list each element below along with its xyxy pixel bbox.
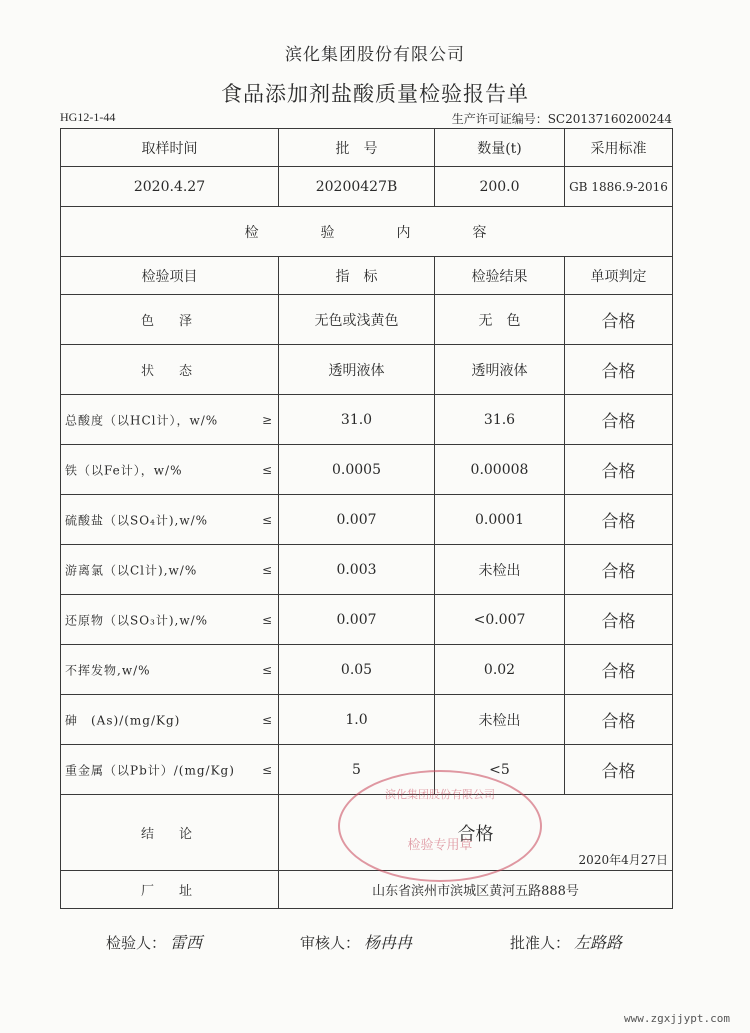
item-name: 色 泽 <box>61 295 279 345</box>
spec-value: 透明液体 <box>279 345 435 395</box>
section-title-row <box>61 207 673 257</box>
verdict-value: 合格 <box>565 495 673 545</box>
verdict-value: 合格 <box>565 695 673 745</box>
item-name: 还原物（以SO₃计),w/% <box>65 613 209 627</box>
result-value: <5 <box>435 745 565 795</box>
table-row <box>61 695 673 745</box>
seal-subtext: 检验专用章 <box>407 838 473 853</box>
section-char: 内 <box>396 224 413 241</box>
table-row <box>61 545 673 595</box>
section-char: 容 <box>472 224 489 241</box>
section-title <box>61 207 673 257</box>
item-name: 游离氯（以Cl计),w/% <box>65 563 198 577</box>
table-row <box>61 595 673 645</box>
approver-handwriting: 左路路 <box>574 933 623 952</box>
item-cell <box>61 495 279 545</box>
spec-value: 0.05 <box>279 645 435 695</box>
item-cell <box>61 445 279 495</box>
reviewer-signature <box>300 930 412 953</box>
item-operator: ≤ <box>261 462 272 477</box>
verdict-value: 合格 <box>565 295 673 345</box>
item-cell <box>61 395 279 445</box>
spec-value: 0.003 <box>279 545 435 595</box>
report-table <box>60 128 673 909</box>
reviewer-handwriting: 杨冉冉 <box>364 933 413 952</box>
table-row <box>61 445 673 495</box>
report-date: 2020年4月27日 <box>578 853 668 867</box>
table-row <box>61 745 673 795</box>
seal-text: 滨化集团股份有限公司 <box>385 788 495 801</box>
item-cell <box>61 745 279 795</box>
approver-label: 批准人： <box>510 934 571 952</box>
spec-value: 无色或浅黄色 <box>279 295 435 345</box>
site-watermark: www.zgxjjypt.com <box>624 1012 730 1025</box>
item-operator: ≥ <box>261 412 272 427</box>
spec-value: 31.0 <box>279 395 435 445</box>
report-title: 食品添加剂盐酸质量检验报告单 <box>221 82 529 106</box>
info-value-cell: 200.0 <box>435 167 565 207</box>
factory-row <box>61 871 673 909</box>
item-operator: ≤ <box>261 612 272 627</box>
info-value-cell: 2020.4.27 <box>61 167 279 207</box>
verdict-value: 合格 <box>565 445 673 495</box>
result-value: 0.0001 <box>435 495 565 545</box>
item-name: 状 态 <box>61 345 279 395</box>
table-row <box>61 395 673 445</box>
info-header-cell: 数量(t) <box>435 129 565 167</box>
item-name: 总酸度（以HCl计），w/% <box>65 413 219 427</box>
conclusion-cell <box>279 795 673 871</box>
table-row <box>61 295 673 345</box>
column-header: 单项判定 <box>565 257 673 295</box>
item-operator: ≤ <box>261 562 272 577</box>
item-name: 铁（以Fe计），w/% <box>65 463 183 477</box>
verdict-value: 合格 <box>565 745 673 795</box>
conclusion-result: 合格 <box>457 823 494 845</box>
verdict-value: 合格 <box>565 645 673 695</box>
signature-bar <box>0 930 750 960</box>
inspector-handwriting: 雷西 <box>170 933 203 952</box>
item-cell <box>61 545 279 595</box>
info-value-cell: 20200427B <box>279 167 435 207</box>
info-value-row <box>61 167 673 207</box>
item-name: 不挥发物,w/% <box>65 663 151 677</box>
verdict-value: 合格 <box>565 595 673 645</box>
info-header-cell: 采用标准 <box>565 129 673 167</box>
reviewer-label: 审核人： <box>300 934 361 952</box>
item-operator: ≤ <box>261 762 272 777</box>
license-number: 生产许可证编号：SC20137160200244 <box>451 112 672 126</box>
column-header: 检验结果 <box>435 257 565 295</box>
item-cell <box>61 595 279 645</box>
factory-address: 山东省滨州市滨城区黄河五路888号 <box>279 871 673 909</box>
verdict-value: 合格 <box>565 395 673 445</box>
result-value: 无 色 <box>435 295 565 345</box>
item-operator: ≤ <box>261 712 272 727</box>
result-value: 未检出 <box>435 695 565 745</box>
column-header: 检验项目 <box>61 257 279 295</box>
item-name: 硫酸盐（以SO₄计),w/% <box>65 513 209 527</box>
item-operator: ≤ <box>261 512 272 527</box>
column-header: 指 标 <box>279 257 435 295</box>
spec-value: 1.0 <box>279 695 435 745</box>
info-header-cell: 批 号 <box>279 129 435 167</box>
doc-code: HG12-1-44 <box>60 110 116 124</box>
conclusion-row <box>61 795 673 871</box>
result-value: 0.02 <box>435 645 565 695</box>
conclusion-label: 结 论 <box>61 795 279 871</box>
section-char: 检 <box>244 224 261 241</box>
item-cell <box>61 645 279 695</box>
approver-signature <box>510 930 622 953</box>
item-name: 砷 (As)/(mg/Kg) <box>65 713 181 727</box>
table-row <box>61 645 673 695</box>
section-char: 验 <box>320 224 337 241</box>
result-value: 透明液体 <box>435 345 565 395</box>
verdict-value: 合格 <box>565 345 673 395</box>
result-value: <0.007 <box>435 595 565 645</box>
inspector-signature <box>106 930 202 953</box>
spec-value: 0.007 <box>279 495 435 545</box>
info-header-row <box>61 129 673 167</box>
spec-value: 0.0005 <box>279 445 435 495</box>
item-operator: ≤ <box>261 662 272 677</box>
info-value-cell: GB 1886.9-2016 <box>565 167 673 207</box>
table-row <box>61 495 673 545</box>
result-value: 31.6 <box>435 395 565 445</box>
info-header-cell: 取样时间 <box>61 129 279 167</box>
spec-value: 0.007 <box>279 595 435 645</box>
item-name: 重金属（以Pb计）/(mg/Kg) <box>65 763 235 777</box>
spec-value: 5 <box>279 745 435 795</box>
company-name: 滨化集团股份有限公司 <box>285 45 465 65</box>
result-value: 0.00008 <box>435 445 565 495</box>
result-value: 未检出 <box>435 545 565 595</box>
verdict-value: 合格 <box>565 545 673 595</box>
column-header-row <box>61 257 673 295</box>
table-row <box>61 345 673 395</box>
factory-label: 厂 址 <box>61 871 279 909</box>
inspector-label: 检验人： <box>106 934 167 952</box>
item-cell <box>61 695 279 745</box>
